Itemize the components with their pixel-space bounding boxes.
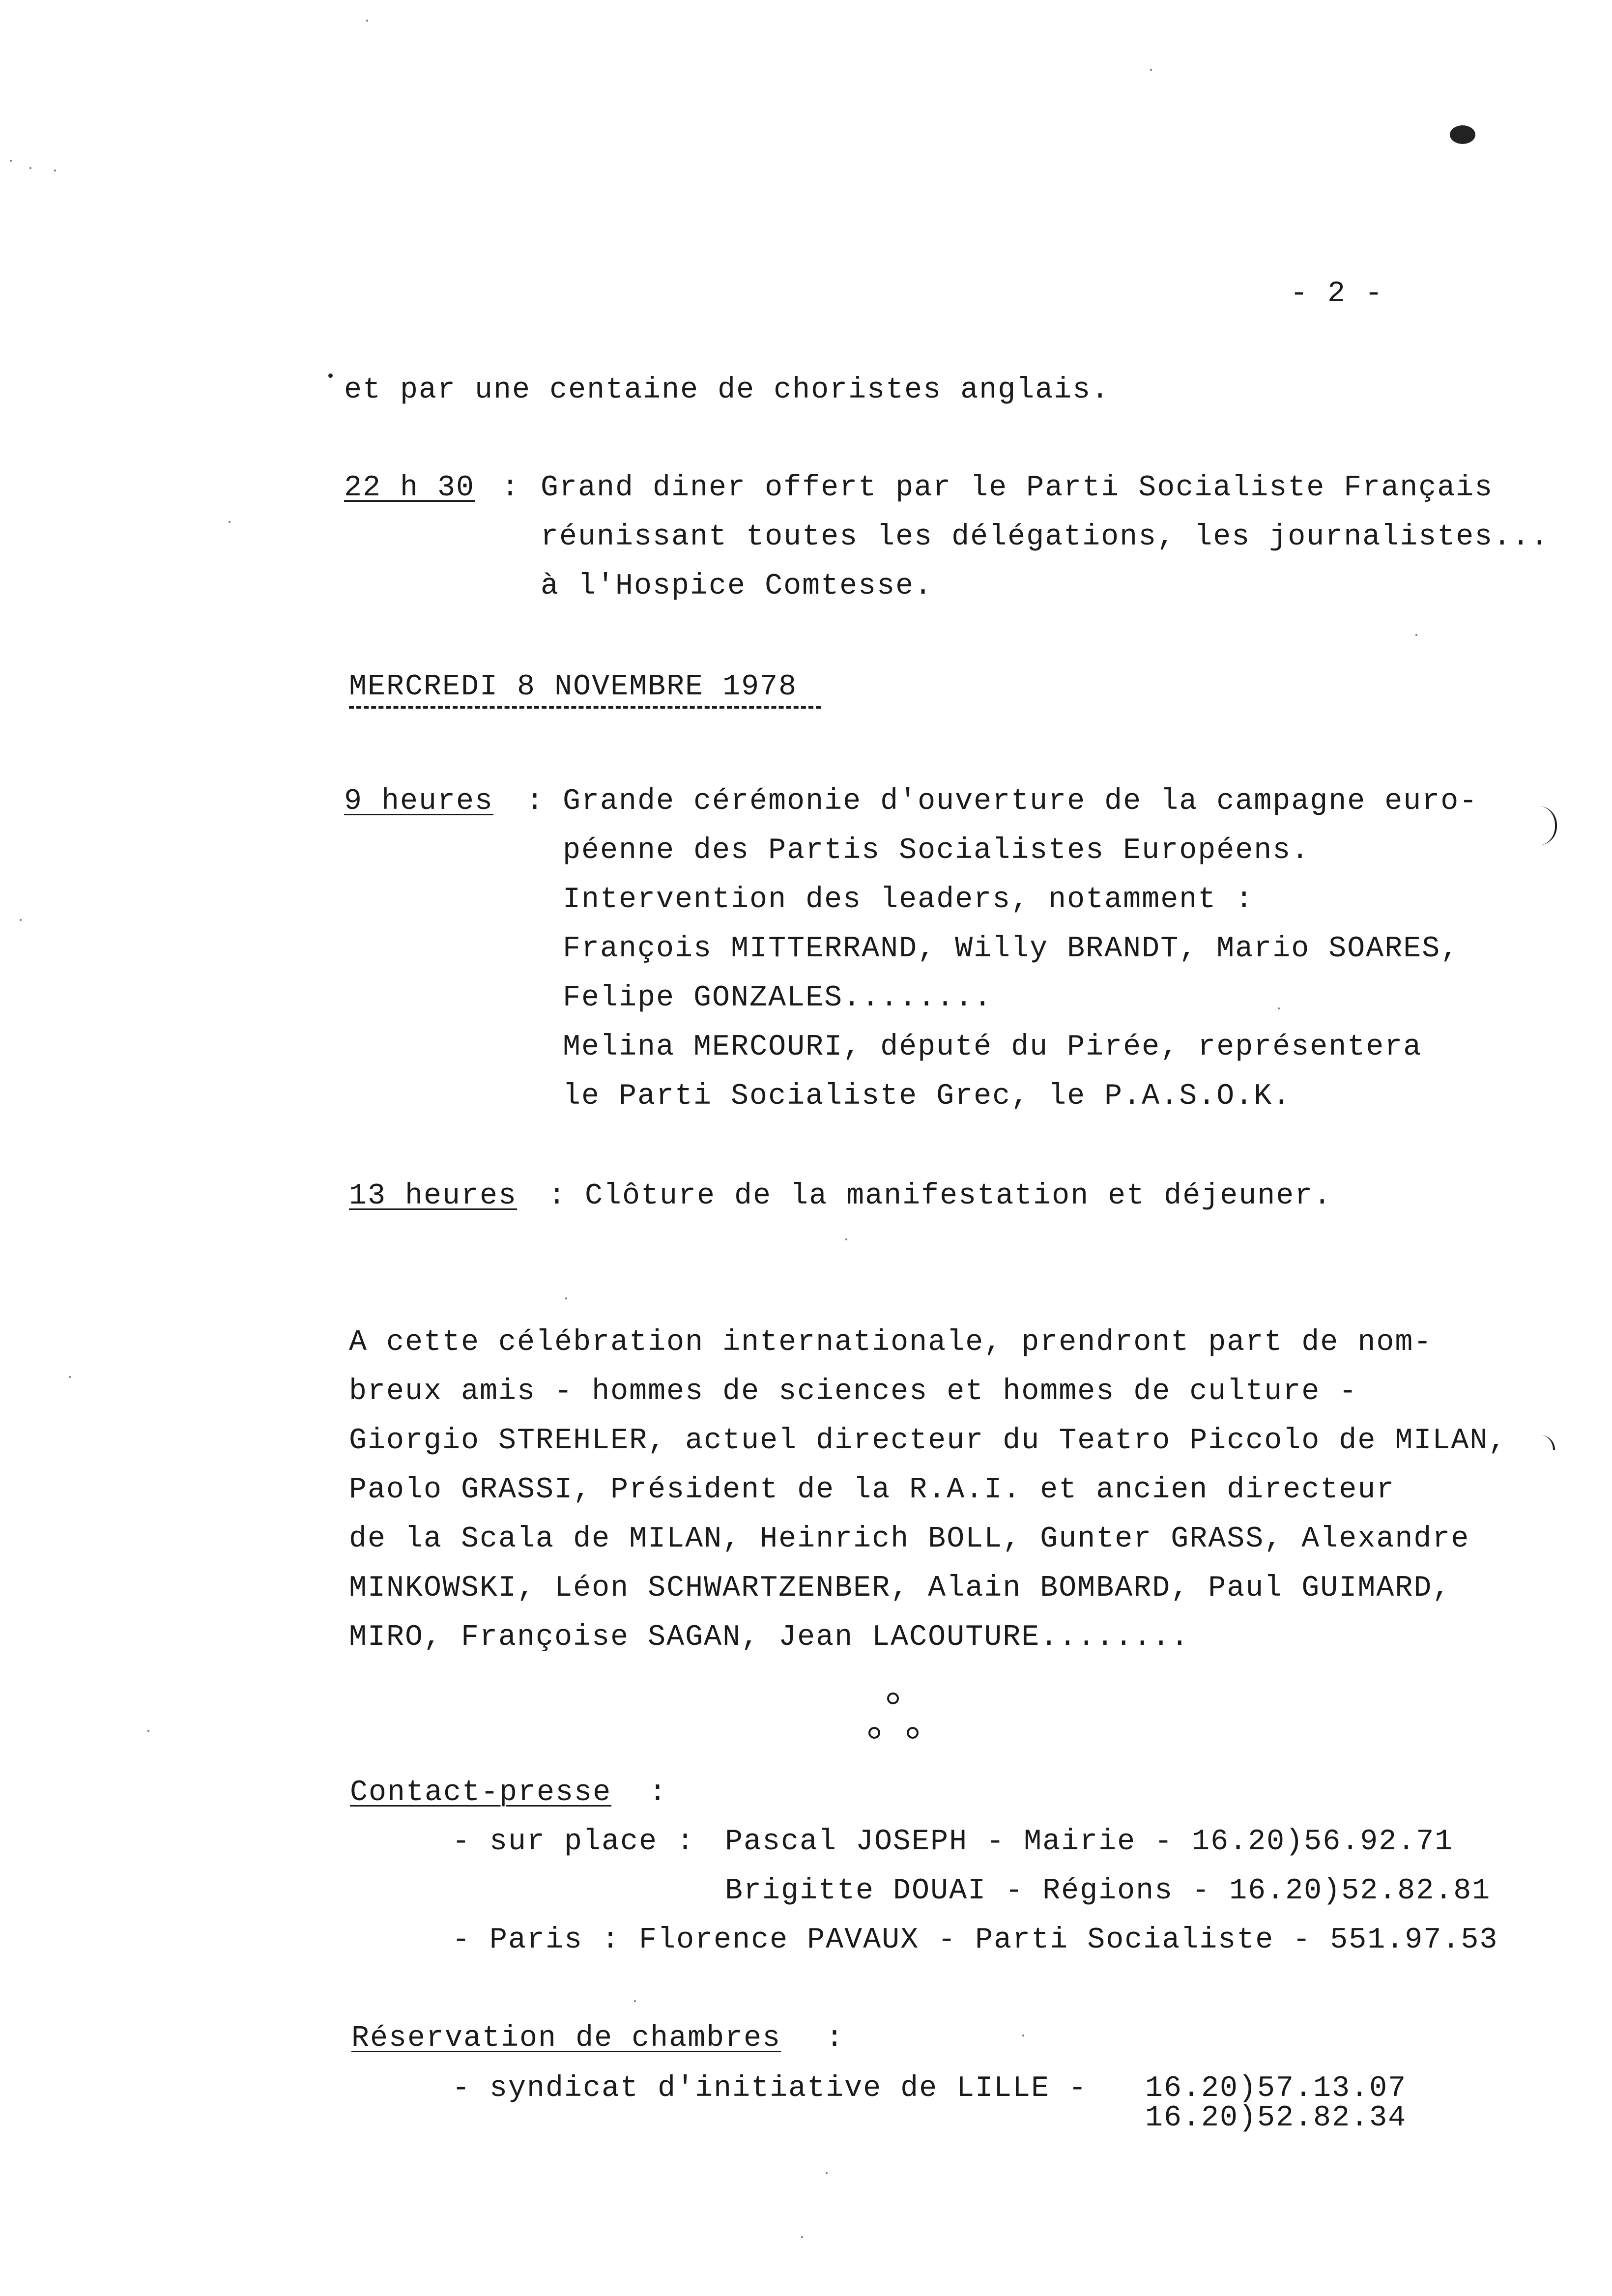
morning-line-2: péenne des Partis Socialistes Européens. — [563, 834, 1310, 867]
closing-colon: : — [548, 1179, 567, 1213]
scan-speck — [634, 2000, 636, 2002]
closing-text: Clôture de la manifestation et déjeuner. — [585, 1179, 1332, 1213]
evening-line-3: à l'Hospice Comtesse. — [541, 570, 933, 603]
evening-line-1: Grand diner offert par le Parti Socialiste Français — [541, 471, 1494, 505]
scan-speck — [845, 1238, 847, 1240]
margin-mark-1 — [1538, 806, 1557, 845]
scan-speck — [54, 170, 56, 172]
scan-speck — [565, 1297, 567, 1299]
paragraph-line-1: A cette célébration internationale, prendront part de nom- — [349, 1326, 1433, 1359]
morning-colon: : — [526, 785, 545, 818]
scan-speck — [69, 1376, 71, 1378]
scan-speck — [366, 20, 368, 22]
scan-speck — [1022, 2035, 1024, 2037]
evening-colon: : — [501, 471, 520, 505]
paragraph-line-7: MIRO, Françoise SAGAN, Jean LACOUTURE........ — [349, 1621, 1190, 1654]
morning-line-4: François MITTERRAND, Willy BRANDT, Mario SOARES, — [563, 932, 1460, 966]
day-heading: MERCREDI 8 NOVEMBRE 1978 — [349, 670, 798, 704]
morning-time: 9 heures — [344, 785, 494, 818]
paragraph-line-4: Paolo GRASSI, Président de la R.A.I. et ancien directeur — [349, 1473, 1395, 1507]
paragraph-line-3: Giorgio STREHLER, actuel directeur du Teatro Piccolo de MILAN, — [349, 1424, 1507, 1458]
separator-circle-right — [907, 1727, 919, 1739]
contact-colon: : — [649, 1776, 668, 1809]
evening-time: 22 h 30 — [344, 471, 475, 505]
morning-line-6: Melina MERCOURI, député du Pirée, représentera — [563, 1031, 1422, 1064]
reservation-heading: Réservation de chambres — [351, 2022, 781, 2055]
contact-sur-place-1: Pascal JOSEPH - Mairie - 16.20)56.92.71 — [725, 1825, 1454, 1859]
morning-line-3: Intervention des leaders, notamment : — [563, 883, 1254, 917]
separator-circle-left — [868, 1727, 880, 1739]
scan-speck — [1150, 69, 1152, 71]
scan-speck — [229, 521, 230, 523]
contact-paris: - Paris : Florence PAVAUX - Parti Socialiste - 551.97.53 — [452, 1923, 1498, 1957]
page-number: - 2 - — [1290, 277, 1384, 311]
paragraph-line-5: de la Scala de MILAN, Heinrich BOLL, Gunter GRASS, Alexandre — [349, 1522, 1470, 1556]
closing-time: 13 heures — [349, 1179, 518, 1213]
reservation-colon: : — [826, 2022, 845, 2055]
scan-speck — [20, 919, 22, 921]
reservation-label: - syndicat d'initiative de LILLE - — [452, 2072, 1088, 2105]
separator-circle-top — [887, 1693, 899, 1704]
scan-ink-blot — [1450, 125, 1475, 144]
scan-speck — [826, 2172, 828, 2174]
margin-mark-2 — [1524, 1435, 1555, 1450]
intro-margin-dot — [328, 373, 333, 378]
morning-line-5: Felipe GONZALES........ — [563, 981, 993, 1015]
scan-speck — [147, 1730, 149, 1732]
contact-sur-place-label: - sur place : — [452, 1825, 695, 1859]
intro-line: et par une centaine de choristes anglais. — [344, 373, 1110, 407]
scan-speck — [10, 160, 12, 162]
contact-sur-place-2: Brigitte DOUAI - Régions - 16.20)52.82.81 — [725, 1874, 1491, 1908]
evening-line-2: réunissant toutes les délégations, les journalistes... — [541, 520, 1550, 554]
paragraph-line-6: MINKOWSKI, Léon SCHWARTZENBER, Alain BOMBARD, Paul GUIMARD, — [349, 1572, 1451, 1605]
paragraph-line-2: breux amis - hommes de sciences et hommes de culture - — [349, 1375, 1358, 1408]
morning-line-1: Grande cérémonie d'ouverture de la campagne euro- — [563, 785, 1478, 818]
scan-speck — [29, 167, 31, 169]
reservation-phone-2: 16.20)52.82.34 — [1145, 2101, 1407, 2135]
day-heading-rule — [349, 706, 821, 709]
reservation-phone-1: 16.20)57.13.07 — [1145, 2072, 1407, 2105]
scan-speck — [1415, 634, 1417, 636]
scan-speck — [1278, 1007, 1280, 1009]
scan-speck — [801, 2236, 803, 2238]
morning-line-7: le Parti Socialiste Grec, le P.A.S.O.K. — [563, 1080, 1292, 1113]
contact-heading: Contact-presse — [350, 1776, 612, 1809]
